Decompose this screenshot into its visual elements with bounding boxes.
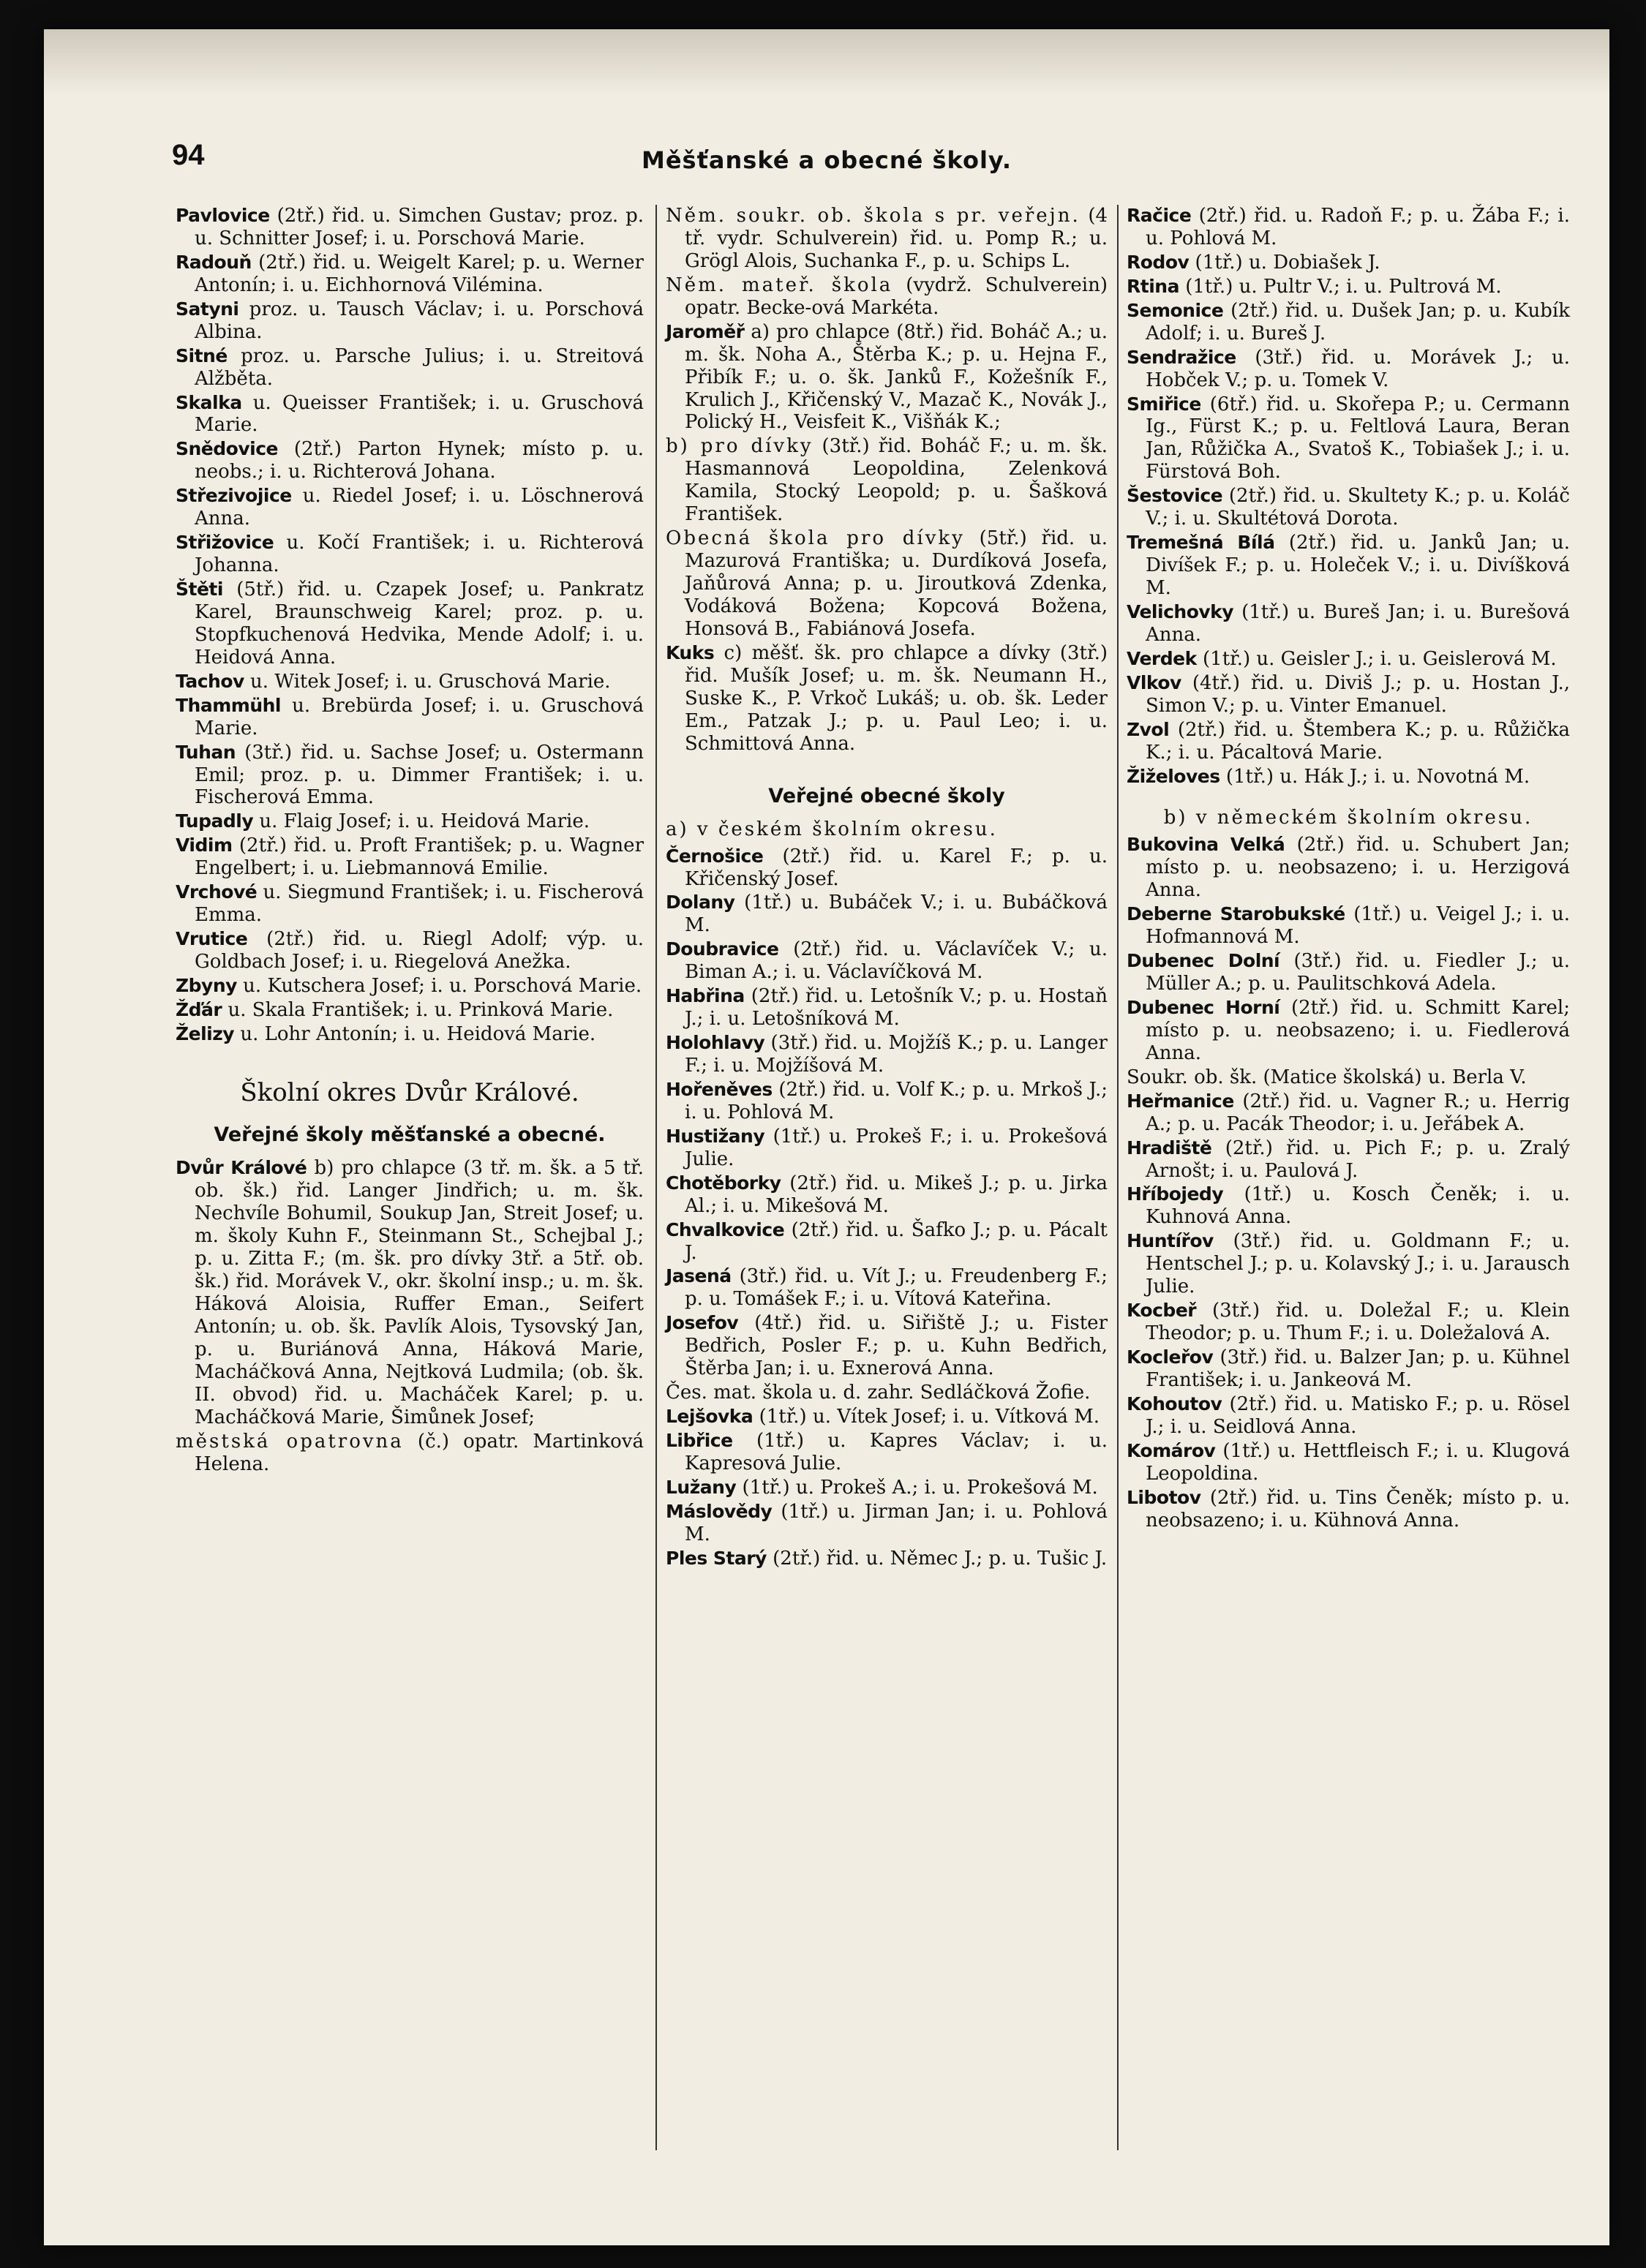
entry — [176, 671, 644, 693]
entry — [176, 975, 644, 998]
entry — [666, 1477, 1108, 1499]
place-name: Žďár — [176, 998, 222, 1020]
entry — [666, 435, 1108, 526]
entry-text: (vydrž. Schulverein) opatr. Becke-ová Markéta. — [685, 274, 1108, 319]
entry — [176, 438, 644, 483]
entry-text: (3tř.) řid. u. Goldmann F.; u. Hentschel J.; p. u. Kolavský J.; i. u. Jarausch Julie. — [1146, 1230, 1570, 1298]
entry — [1127, 950, 1570, 995]
entry-list — [176, 1157, 644, 1428]
book-page — [44, 29, 1609, 2245]
entry-text: (4 tř. vydr. Schulverein) řid. u. Pomp R.; u. Grögl Alois, Suchanka F., p. u. Schips L. — [685, 205, 1108, 272]
entry — [176, 392, 644, 437]
entry — [666, 205, 1108, 273]
entry — [666, 1126, 1108, 1171]
place-name: Semonice — [1127, 299, 1224, 321]
entry — [1127, 300, 1570, 345]
entry — [1127, 1066, 1570, 1089]
entry — [176, 1157, 644, 1428]
page-number: 94 — [172, 139, 205, 171]
entry — [666, 1079, 1108, 1124]
place-name: Sitné — [176, 344, 228, 366]
place-name: Kohoutov — [1127, 1393, 1222, 1414]
place-name: Huntířov — [1127, 1230, 1214, 1252]
entry — [666, 1032, 1108, 1077]
entry-text: (4tř.) řid. u. Siřiště J.; u. Fister Bedřich, Posler F.; p. u. Kuhn Bedřich, Štěrba Jan; i. u. Exnerová Anna. — [685, 1312, 1108, 1380]
section-heading: Veřejné školy měšťanské a obecné. — [214, 1123, 606, 1147]
entry — [176, 298, 644, 344]
place-name: Želizy — [176, 1022, 235, 1044]
entry — [176, 532, 644, 577]
column-divider — [655, 205, 657, 2150]
entry — [666, 1501, 1108, 1546]
subsection-heading: a) v českém školním okresu. — [666, 818, 998, 840]
place-name: Žiželoves — [1127, 765, 1220, 787]
entry — [666, 1219, 1108, 1265]
place-name: Dubenec Dolní — [1127, 950, 1280, 972]
entry — [666, 321, 1108, 434]
spaced-heading: Něm. soukr. ob. škola s pr. veřejn. — [666, 205, 1081, 227]
place-name: Střezivojice — [176, 485, 292, 507]
entry-text: (č.) opatr. Martinková Helena. — [195, 1430, 644, 1475]
entry — [1127, 766, 1570, 788]
spaced-heading: b) pro dívky — [666, 435, 813, 458]
entry — [1127, 347, 1570, 392]
entry-text: (1tř.) u. Bubáček V.; i. u. Bubáčková M. — [685, 892, 1108, 937]
place-name: Zbyny — [176, 974, 237, 996]
entry — [1127, 276, 1570, 298]
entry-text: (1tř.) u. Bureš Jan; i. u. Burešová Anna. — [1146, 600, 1570, 646]
place-name: Radouň — [176, 251, 252, 273]
entry-text: (1tř.) u. Veigel J.; i. u. Hofmannová M. — [1146, 903, 1570, 949]
entry — [666, 1548, 1108, 1570]
entry-text: (1tř.) u. Prokeš A.; i. u. Prokešová M. — [736, 1476, 1098, 1499]
place-name: Rodov — [1127, 251, 1190, 273]
entry — [1127, 1393, 1570, 1439]
place-name: Bukovina Velká — [1127, 834, 1285, 856]
entry — [176, 742, 644, 810]
entry-text: (1tř.) u. Geisler J.; i. u. Geislerová M. — [1196, 647, 1557, 670]
entry-text: (2tř.) řid. u. Skultety K.; p. u. Koláč V.; i. u. Skultétová Dorota. — [1146, 485, 1570, 530]
entry-text: (3tř.) řid. Boháč F.; u. m. šk. Hasmannová Leopoldina, Zelenková Kamila, Stocký Leopold; p. u. Šašková František. — [685, 435, 1108, 526]
place-name: Vrchové — [176, 881, 258, 903]
entry — [176, 695, 644, 740]
entry — [666, 274, 1108, 320]
place-name: Hořeněves — [666, 1078, 773, 1100]
place-name: Holohlavy — [666, 1032, 765, 1054]
place-name: Smiřice — [1127, 393, 1201, 415]
place-name: Dolany — [666, 892, 735, 913]
spaced-heading: Něm. mateř. škola — [666, 274, 893, 296]
entry — [1127, 903, 1570, 949]
entry — [1127, 393, 1570, 484]
entry-text: b) pro chlapce (3 tř. m. šk. a 5 tř. ob. šk.) řid. Langer Jindřich; u. m. šk. Nechvíle Bohumil, Soukup Jan, Streit Josef; u. m. školy Kuhn F., Steinmann St., Schejbal J.; p. u. Zitta F.; (m. šk. pro dívky 3tř. a 5tř. ob. šk.) řid. Morávek V., okr. školní insp.; u. m. šk. Háková Aloisia, Ruffer Eman., Seifert Antonín; u. ob. šk. Pavlík Alois, Tysovský Jan, p. u. Buriánová Anna, Háková Marie, Macháčková Anna, Nejtková Ludmila; (ob. šk. II. obvod) řid. u. Macháček Karel; p. u. Macháčková Marie, Šimůnek Josef; — [195, 1157, 644, 1428]
place-name: Tupadly — [176, 810, 254, 832]
entry — [176, 928, 644, 973]
entry-text: a) pro chlapce (8tř.) řid. Boháč A.; u. m. šk. Noha A., Štěrba K.; p. u. Hejna F., Přibík F.; u. o. šk. Janků F., Kožešník F., Krulich J., Křičenský V., Mazač K., Novák J., Polický H., Veisfeit K., Višňák K.; — [685, 320, 1108, 434]
entry-text: u. Brebürda Josef; i. u. Gruschová Marie. — [195, 694, 644, 739]
entry-text: (3tř.) řid. u. Mojžíš K.; p. u. Langer F.; i. u. Mojžíšová M. — [685, 1032, 1108, 1077]
entry-text: c) měšť. šk. pro chlapce a dívky (3tř.) řid. Mušík Josef; u. m. šk. Neumann H., Suske K., P. Vrkoč Lukáš; u. ob. šk. Leder Em., Patzak J.; p. u. Paul Leo; i. u. Schmittová Anna. — [685, 641, 1108, 755]
place-name: Tremešná Bílá — [1127, 532, 1275, 554]
entry — [176, 485, 644, 530]
place-name: Kocbeř — [1127, 1300, 1197, 1322]
entry — [176, 1431, 644, 1476]
entry-text: (5tř.) řid. u. Czapek Josef; u. Pankratz Karel, Braunschweig Karel; proz. p. u. Stopfkuchenová Hedvika, Mende Adolf; i. u. Heidová Anna. — [195, 579, 644, 668]
entry — [176, 252, 644, 297]
entry — [1127, 1300, 1570, 1345]
entry — [1127, 719, 1570, 764]
entry-text: (1tř.) u. Dobiašek J. — [1189, 251, 1380, 274]
place-name: Máslovědy — [666, 1500, 773, 1522]
place-name: Rtina — [1127, 275, 1179, 297]
entry — [666, 845, 1108, 891]
entry — [666, 1382, 1108, 1404]
entry-text: Čes. mat. škola u. d. zahr. Sedláčková Žofie. — [666, 1382, 1091, 1404]
entry-text: (2tř.) řid. u. Letošník V.; p. u. Hostaň J.; i. u. Letošníková M. — [685, 985, 1108, 1031]
entry — [1127, 672, 1570, 717]
entry — [1127, 1183, 1570, 1229]
entry-text: (2tř.) řid. u. Tins Čeněk; místo p. u. neobsazeno; i. u. Kühnová Anna. — [1146, 1486, 1570, 1532]
entry-text: (1tř.) u. Jirman Jan; i. u. Pohlová M. — [685, 1500, 1108, 1545]
entry-text: (2tř.) řid. u. Riegl Adolf; výp. u. Goldbach Josef; i. u. Riegelová Anežka. — [195, 928, 644, 973]
entry — [1127, 1137, 1570, 1183]
section-heading: Veřejné obecné školy — [768, 784, 1005, 807]
entry-text: u. Siegmund František; i. u. Fischerová Emma. — [195, 881, 644, 927]
place-name: Lužany — [666, 1476, 737, 1498]
place-name: Komárov — [1127, 1439, 1216, 1461]
entry-text: u. Flaig Josef; i. u. Heidová Marie. — [253, 810, 590, 833]
entry-text: (1tř.) u. Pultr V.; i. u. Pultrová M. — [1179, 275, 1502, 298]
place-name: Račice — [1127, 205, 1192, 226]
column-divider — [1117, 205, 1119, 2150]
entry-text: (1tř.) u. Hák J.; i. u. Novotná M. — [1220, 765, 1530, 788]
place-name: Chotěborky — [666, 1172, 781, 1194]
entry-text: u. Lohr Antonín; i. u. Heidová Marie. — [234, 1022, 596, 1045]
entry-text: (3tř.) řid. u. Fiedler J.; u. Müller A.; p. u. Paulitschková Adela. — [1146, 950, 1570, 995]
district-heading: Školní okres Dvůr Králové. — [240, 1077, 579, 1107]
place-name: Hustižany — [666, 1125, 765, 1147]
entry — [1127, 532, 1570, 600]
entry — [666, 985, 1108, 1031]
entry — [1127, 601, 1570, 647]
place-name: Vlkov — [1127, 671, 1181, 693]
entry — [1127, 1090, 1570, 1136]
entry-text: (2tř.) řid. u. Šafko J.; p. u. Pácalt J. — [685, 1218, 1108, 1264]
entry-text: (1tř.) u. Kosch Čeněk; i. u. Kuhnová Anna. — [1146, 1183, 1570, 1229]
entry — [1127, 1346, 1570, 1392]
entry — [1127, 485, 1570, 530]
column-3 — [1127, 205, 1570, 1534]
entry — [176, 881, 644, 927]
entry — [666, 1406, 1108, 1428]
entry-text: u. Riedel Josef; i. u. Löschnerová Anna. — [195, 485, 644, 530]
place-name: Skalka — [176, 391, 242, 413]
entry-text: u. Skala František; i. u. Prinková Marie. — [222, 998, 614, 1021]
entry-text: (2tř.) řid. u. Němec J.; p. u. Tušic J. — [766, 1547, 1108, 1570]
entry-text: (2tř.) řid. u. Schubert Jan; místo p. u. neobsazeno; i. u. Herzigová Anna. — [1146, 834, 1570, 902]
entry-text: (2tř.) řid. u. Schmitt Karel; místo p. u. neobsazeno; i. u. Fiedlerová Anna. — [1146, 996, 1570, 1064]
place-name: Sendražice — [1127, 346, 1236, 368]
entry — [666, 1172, 1108, 1218]
entry — [176, 999, 644, 1022]
entry — [666, 938, 1108, 984]
place-name: Dvůr Králové — [176, 1157, 307, 1179]
place-name: Střižovice — [176, 532, 274, 554]
entry-text: (2tř.) řid. u. Pich F.; p. u. Zralý Arnošt; i. u. Paulová J. — [1146, 1137, 1570, 1182]
place-name: Libřice — [666, 1430, 733, 1451]
place-name: Jasená — [666, 1265, 732, 1287]
entry-list — [176, 205, 644, 1046]
place-name: Tuhan — [176, 741, 236, 763]
entry — [176, 835, 644, 880]
entry-text: Soukr. ob. šk. (Matice školská) u. Berla V. — [1127, 1066, 1527, 1088]
place-name: Habřina — [666, 985, 745, 1007]
entry-text: (2tř.) řid. u. Štembera K.; p. u. Růžička K.; i. u. Pácaltová Marie. — [1146, 718, 1570, 764]
page-edge-shadow — [44, 29, 1609, 95]
entry — [1127, 1230, 1570, 1298]
entry-text: (2tř.) řid. u. Mikeš J.; p. u. Jirka Al.; i. u. Mikešová M. — [685, 1172, 1108, 1217]
place-name: Thammühl — [176, 694, 281, 716]
place-name: Dubenec Horní — [1127, 996, 1280, 1018]
entry-text: (5tř.) řid. u. Mazurová Františka; u. Durdíková Josefa, Jaňůrová Anna; p. u. Jiroutková Zdenka, Vodáková Božena; Kopcová Božena, Honsová B., Fabiánová Josefa. — [685, 527, 1108, 640]
spaced-heading: městská opatrovna — [176, 1430, 404, 1453]
entry — [176, 810, 644, 833]
entry-text: proz. u. Tausch Václav; i. u. Porschová Albina. — [195, 298, 644, 343]
entry-text: (3tř.) řid. u. Morávek J.; u. Hobček V.; p. u. Tomek V. — [1146, 346, 1570, 391]
place-name: Deberne Starobukské — [1127, 903, 1345, 925]
place-name: Velichovky — [1127, 600, 1234, 622]
place-name: Heřmanice — [1127, 1090, 1234, 1112]
place-name: Lejšovka — [666, 1406, 754, 1428]
column-1 — [176, 205, 644, 1477]
place-name: Kocleřov — [1127, 1346, 1214, 1368]
place-name: Chvalkovice — [666, 1218, 785, 1240]
entry — [1127, 205, 1570, 250]
entry — [1127, 1487, 1570, 1532]
subsection-heading: b) v německém školním okresu. — [1163, 807, 1533, 829]
column-2 — [666, 205, 1108, 1572]
place-name: Hradiště — [1127, 1137, 1212, 1159]
place-name: Tachov — [176, 670, 244, 692]
entry-text: (2tř.) řid. u. Volf K.; p. u. Mrkoš J.; i. u. Pohlová M. — [685, 1078, 1108, 1123]
entry — [666, 1265, 1108, 1311]
entry-text: (3tř.) řid. u. Balzer Jan; p. u. Kühnel František; i. u. Jankeová M. — [1146, 1346, 1570, 1391]
place-name: Vidim — [176, 835, 233, 856]
entry — [1127, 648, 1570, 671]
place-name: Ples Starý — [666, 1547, 767, 1569]
entry — [1127, 252, 1570, 274]
entry — [666, 1312, 1108, 1380]
entry — [1127, 834, 1570, 902]
entry — [1127, 1440, 1570, 1485]
entry-text: (4tř.) řid. u. Diviš J.; p. u. Hostan J., Simon V.; p. u. Vinter Emanuel. — [1146, 671, 1570, 717]
entry-text: (2tř.) řid. u. Vagner R.; u. Herrig A.; p. u. Pacák Theodor; i. u. Jeřábek A. — [1146, 1090, 1570, 1135]
entry-text: u. Kočí František; i. u. Richterová Johanna. — [195, 532, 644, 577]
entry-text: (2tř.) řid. u. Dušek Jan; p. u. Kubík Adolf; i. u. Bureš J. — [1146, 299, 1570, 344]
entry-list — [1127, 205, 1570, 788]
place-name: Satyni — [176, 298, 239, 320]
entry-text: (1tř.) u. Hettfleisch F.; i. u. Klugová Leopoldina. — [1146, 1439, 1570, 1485]
place-name: Kuks — [666, 641, 715, 663]
entry-list — [1127, 834, 1570, 1532]
place-name: Josefov — [666, 1312, 739, 1334]
entry-text: (1tř.) u. Kapres Václav; i. u. Kapresová Julie. — [685, 1430, 1108, 1474]
entry-text: (3tř.) řid. u. Sachse Josef; u. Ostermann Emil; proz. p. u. Dimmer František; i. u. Fischerová Emma. — [195, 741, 644, 809]
running-title: Měšťanské a obecné školy. — [642, 146, 1012, 174]
entry-text: (2tř.) řid. u. Weigelt Karel; p. u. Werner Antonín; i. u. Eichhornová Vilémina. — [195, 251, 644, 296]
place-name: Verdek — [1127, 647, 1197, 669]
entry-text: (2tř.) řid. u. Karel F.; p. u. Křičenský Josef. — [685, 845, 1108, 890]
entry — [666, 642, 1108, 756]
entry-text: (3tř.) řid. u. Doležal F.; u. Klein Theodor; p. u. Thum F.; i. u. Doležalová A. — [1146, 1300, 1570, 1345]
place-name: Snědovice — [176, 438, 278, 460]
entry-text: (2tř.) řid. u. Proft František; p. u. Wagner Engelbert; i. u. Liebmannová Emilie. — [195, 835, 644, 880]
entry-text: (6tř.) řid. u. Skořepa P.; u. Cermann Ig., Fürst K.; p. u. Feltlová Laura, Beran Jan, Růžička A., Svatoš K., Tobiašek J.; i. u. Fürstová Boh. — [1146, 393, 1570, 483]
entry — [666, 892, 1108, 937]
place-name: Hříbojedy — [1127, 1183, 1224, 1205]
entry-text: (2tř.) řid. u. Matisko F.; p. u. Rösel J.; i. u. Seidlová Anna. — [1146, 1393, 1570, 1438]
place-name: Pavlovice — [176, 205, 270, 226]
entry-text: (3tř.) řid. u. Vít J.; u. Freudenberg F.; p. u. Tomášek F.; i. u. Vítová Kateřina. — [685, 1265, 1108, 1311]
entry-text: (2tř.) řid. u. Janků Jan; u. Divíšek F.; p. u. Holeček V.; i. u. Divíšková M. — [1146, 532, 1570, 599]
entry-text: (1tř.) u. Prokeš F.; i. u. Prokešová Julie. — [685, 1125, 1108, 1170]
place-name: Doubravice — [666, 938, 779, 960]
entry — [176, 1023, 644, 1046]
entry — [176, 205, 644, 250]
entry — [666, 527, 1108, 641]
place-name: Štěti — [176, 579, 223, 600]
place-name: Vrutice — [176, 928, 248, 950]
entry-text: u. Kutschera Josef; i. u. Porschová Marie. — [236, 974, 642, 997]
entry-text: u. Witek Josef; i. u. Gruschová Marie. — [244, 670, 611, 693]
entry — [666, 1430, 1108, 1475]
entry-text: proz. u. Parsche Julius; i. u. Streitová Alžběta. — [195, 344, 644, 390]
entry-list — [666, 845, 1108, 1570]
place-name: Libotov — [1127, 1486, 1201, 1508]
entry-text: (1tř.) u. Vítek Josef; i. u. Vítková M. — [753, 1406, 1100, 1428]
entry-text: (2tř.) řid. u. Radoň F.; p. u. Žába F.; i. u. Pohlová M. — [1146, 205, 1570, 249]
place-name: Černošice — [666, 845, 764, 867]
entry-text: (2tř.) řid. u. Václavíček V.; u. Biman A.; i. u. Václavíčková M. — [685, 938, 1108, 984]
entry — [176, 345, 644, 391]
entry-text: u. Queisser František; i. u. Gruschová Marie. — [195, 391, 644, 437]
spaced-heading: Obecná škola pro dívky — [666, 527, 965, 550]
place-name: Šestovice — [1127, 485, 1223, 507]
entry — [176, 579, 644, 669]
entry-text: (2tř.) řid. u. Simchen Gustav; proz. p. u. Schnitter Josef; i. u. Porschová Marie. — [195, 205, 644, 249]
entry — [1127, 997, 1570, 1065]
entry-text: (2tř.) Parton Hynek; místo p. u. neobs.; i. u. Richterová Johana. — [195, 438, 644, 483]
place-name: Zvol — [1127, 718, 1170, 740]
place-name: Jaroměř — [666, 320, 745, 342]
